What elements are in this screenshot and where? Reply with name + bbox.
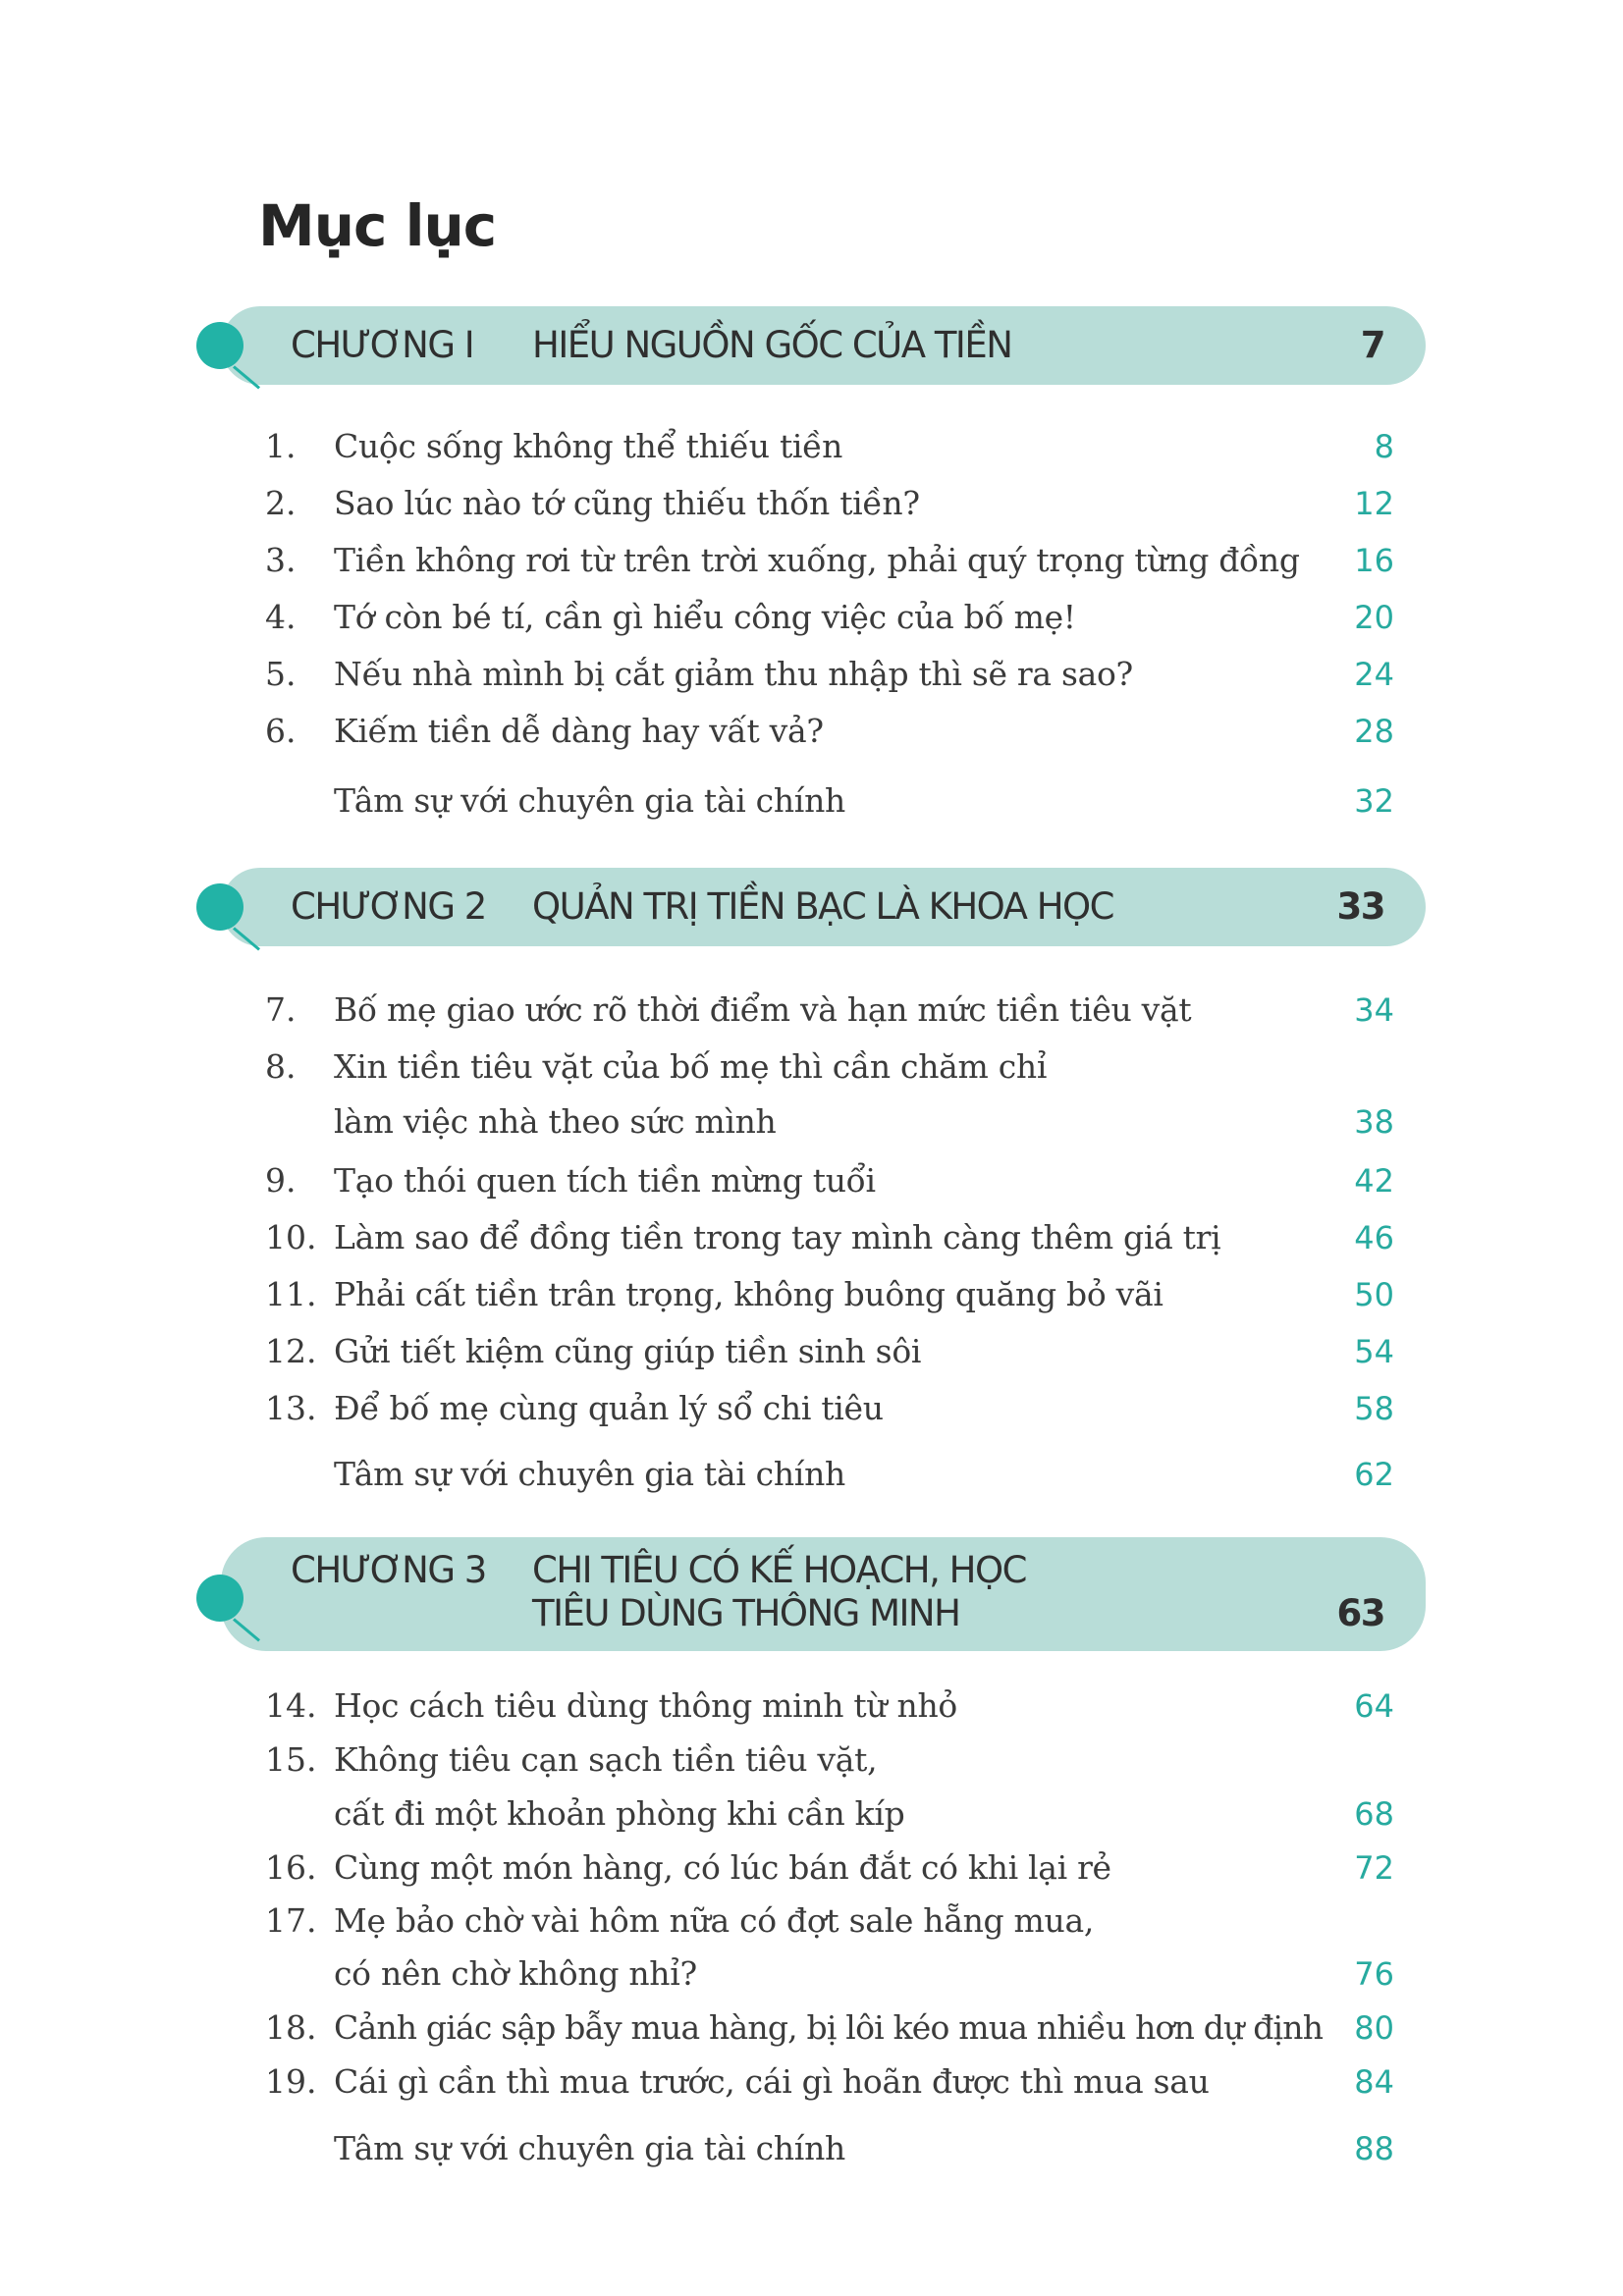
entry-number: 16. xyxy=(265,1848,317,1887)
entry-page: 32 xyxy=(1354,782,1394,820)
entry-page: 34 xyxy=(1354,991,1394,1029)
entry-title: Để bố mẹ cùng quản lý sổ chi tiêu xyxy=(334,1389,884,1427)
entry-page: 38 xyxy=(1354,1103,1394,1141)
entry-title: Tạo thói quen tích tiền mừng tuổi xyxy=(334,1161,876,1200)
entry-page: 76 xyxy=(1354,1955,1394,1993)
toc-entry-6[interactable] xyxy=(265,706,1394,757)
toc-entry-expert-2[interactable] xyxy=(265,1449,1394,1500)
entry-title: Phải cất tiền trân trọng, không buông quăng bỏ vãi xyxy=(334,1275,1163,1313)
entry-title-line-1: Mẹ bảo chờ vài hôm nữa có đợt sale hẵng mua, xyxy=(334,1901,1095,1940)
entry-number: 10. xyxy=(265,1218,317,1256)
chapter-2-header[interactable] xyxy=(196,868,1426,946)
entry-page: 42 xyxy=(1354,1162,1394,1200)
toc-entry-18[interactable] xyxy=(265,2002,1394,2054)
entry-page: 58 xyxy=(1354,1390,1394,1427)
entry-page: 88 xyxy=(1354,2130,1394,2167)
entry-number: 19. xyxy=(265,2062,317,2101)
entry-title-line-2: cất đi một khoản phòng khi cần kíp xyxy=(334,1794,905,1833)
chapter-title: HIỂU NGUỒN GỐC CỦA TIỀN xyxy=(532,324,1012,366)
entry-page: 46 xyxy=(1354,1219,1394,1256)
toc-entry-11[interactable] xyxy=(265,1269,1394,1320)
magnifier-icon xyxy=(196,322,243,369)
entry-number: 14. xyxy=(265,1686,317,1725)
toc-entry-10[interactable] xyxy=(265,1212,1394,1263)
page-title: Mục lục xyxy=(258,192,497,259)
entry-page: 28 xyxy=(1354,713,1394,750)
entry-title: Học cách tiêu dùng thông minh từ nhỏ xyxy=(334,1686,958,1725)
chapter-3-header[interactable] xyxy=(196,1537,1426,1651)
chapter-page: 33 xyxy=(1336,885,1384,928)
entry-page: 50 xyxy=(1354,1276,1394,1313)
toc-entry-8[interactable] xyxy=(265,1041,1394,1149)
entry-title-line-1: Không tiêu cạn sạch tiền tiêu vặt, xyxy=(334,1740,878,1779)
entry-title: Sao lúc nào tớ cũng thiếu thốn tiền? xyxy=(334,484,920,522)
entry-number: 13. xyxy=(265,1389,317,1427)
entry-page: 68 xyxy=(1354,1795,1394,1833)
entry-title: Kiếm tiền dễ dàng hay vất vả? xyxy=(334,712,824,750)
toc-entry-15[interactable] xyxy=(265,1735,1394,1842)
entry-page: 64 xyxy=(1354,1687,1394,1725)
entry-number: 15. xyxy=(265,1740,317,1779)
entry-number: 9. xyxy=(265,1161,297,1200)
magnifier-icon xyxy=(196,1575,243,1622)
chapter-title: CHI TIÊU CÓ KẾ HOẠCH, HỌC TIÊU DÙNG THÔNG MINH xyxy=(532,1549,1026,1634)
toc-entry-17[interactable] xyxy=(265,1896,1394,2003)
entry-number: 5. xyxy=(265,655,297,693)
entry-number: 11. xyxy=(265,1275,317,1313)
entry-page: 12 xyxy=(1354,485,1394,522)
toc-entry-13[interactable] xyxy=(265,1383,1394,1434)
entry-page: 54 xyxy=(1354,1333,1394,1370)
chapter-title: QUẢN TRỊ TIỀN BẠC LÀ KHOA HỌC xyxy=(532,885,1114,928)
toc-entry-5[interactable] xyxy=(265,649,1394,700)
entry-title: Tiền không rơi từ trên trời xuống, phải quý trọng từng đồng xyxy=(334,541,1300,579)
toc-entry-19[interactable] xyxy=(265,2056,1394,2108)
chapter-label: CHƯƠNG 2 xyxy=(291,885,486,928)
toc-entry-2[interactable] xyxy=(265,478,1394,529)
entry-page: 62 xyxy=(1354,1456,1394,1493)
entry-title: Cái gì cần thì mua trước, cái gì hoãn được thì mua sau xyxy=(334,2062,1210,2101)
entry-title: Nếu nhà mình bị cắt giảm thu nhập thì sẽ ra sao? xyxy=(334,655,1133,693)
entry-page: 16 xyxy=(1354,542,1394,579)
entry-number: 17. xyxy=(265,1901,317,1940)
chapter-page: 63 xyxy=(1336,1592,1384,1634)
entry-page: 84 xyxy=(1354,2063,1394,2101)
entry-number: 1. xyxy=(265,427,297,465)
entry-page: 80 xyxy=(1354,2009,1394,2047)
toc-entry-expert-1[interactable] xyxy=(265,775,1394,827)
chapter-page: 7 xyxy=(1360,324,1384,366)
entry-number: 8. xyxy=(265,1047,297,1086)
entry-title: Tớ còn bé tí, cần gì hiểu công việc của bố mẹ! xyxy=(334,598,1076,636)
magnifier-icon xyxy=(196,883,243,931)
toc-entry-expert-3[interactable] xyxy=(265,2123,1394,2174)
entry-number: 12. xyxy=(265,1332,317,1370)
entry-number: 6. xyxy=(265,712,297,750)
entry-title: Gửi tiết kiệm cũng giúp tiền sinh sôi xyxy=(334,1332,922,1370)
entry-page: 20 xyxy=(1354,599,1394,636)
toc-entry-12[interactable] xyxy=(265,1326,1394,1377)
toc-entry-1[interactable] xyxy=(265,421,1394,472)
toc-entry-16[interactable] xyxy=(265,1842,1394,1894)
entry-title: Cuộc sống không thể thiếu tiền xyxy=(334,427,843,465)
entry-page: 24 xyxy=(1354,656,1394,693)
entry-number: 2. xyxy=(265,484,297,522)
chapter-1-header[interactable] xyxy=(196,306,1426,385)
entry-title: Cảnh giác sập bẫy mua hàng, bị lôi kéo mua nhiều hơn dự định xyxy=(334,2008,1324,2047)
entry-page: 72 xyxy=(1354,1849,1394,1887)
toc-entry-3[interactable] xyxy=(265,535,1394,586)
toc-entry-9[interactable] xyxy=(265,1155,1394,1206)
chapter-label: CHƯƠNG 3 xyxy=(291,1549,486,1591)
entry-title: Tâm sự với chuyên gia tài chính xyxy=(334,2129,845,2167)
entry-title-line-1: Xin tiền tiêu vặt của bố mẹ thì cần chăm chỉ xyxy=(334,1047,1048,1086)
chapter-label: CHƯƠNG I xyxy=(291,324,474,366)
entry-number: 4. xyxy=(265,598,297,636)
entry-number: 7. xyxy=(265,990,297,1029)
toc-entry-4[interactable] xyxy=(265,592,1394,643)
entry-title-line-2: làm việc nhà theo sức mình xyxy=(334,1102,777,1141)
toc-entry-7[interactable] xyxy=(265,985,1394,1036)
entry-number: 3. xyxy=(265,541,297,579)
entry-title: Bố mẹ giao ước rõ thời điểm và hạn mức tiền tiêu vặt xyxy=(334,990,1192,1029)
entry-title-line-2: có nên chờ không nhỉ? xyxy=(334,1954,697,1993)
entry-page: 8 xyxy=(1374,428,1394,465)
entry-title: Tâm sự với chuyên gia tài chính xyxy=(334,1455,845,1493)
entry-title: Cùng một món hàng, có lúc bán đắt có khi lại rẻ xyxy=(334,1848,1111,1887)
toc-entry-14[interactable] xyxy=(265,1681,1394,1732)
entry-number: 18. xyxy=(265,2008,317,2047)
entry-title: Làm sao để đồng tiền trong tay mình càng thêm giá trị xyxy=(334,1218,1221,1256)
entry-title: Tâm sự với chuyên gia tài chính xyxy=(334,781,845,820)
